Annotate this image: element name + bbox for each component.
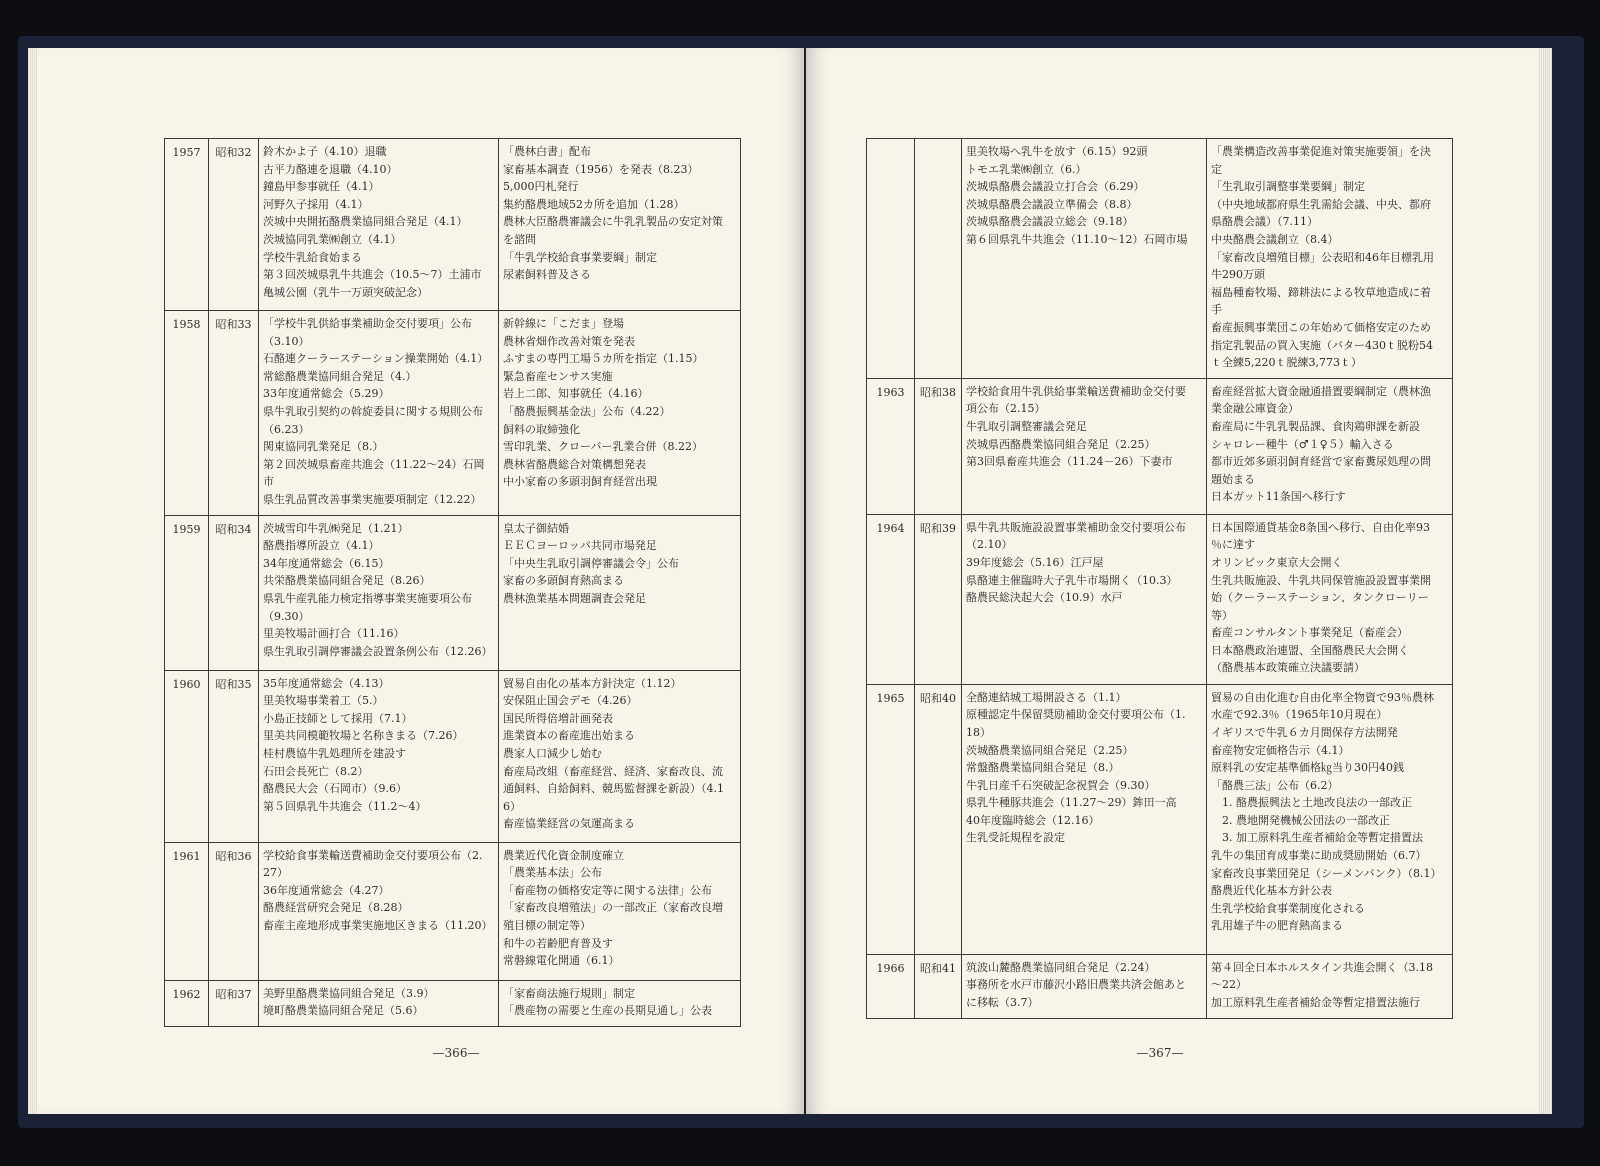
association-events-cell: [962, 684, 1207, 954]
event-line: 「農産物の需要と生産の長期見通し」公表: [503, 1004, 712, 1018]
event-line: 畜産物安定価格告示（4.1）: [1211, 743, 1350, 757]
event-line: 原種認定牛保留奨励補助金交付要項公布（1.: [966, 708, 1186, 722]
event-line: ｔ全練5,220ｔ脱練3,773ｔ）: [1211, 356, 1362, 370]
event-line: 共栄酪農業協同組合発足（8.26）: [263, 574, 431, 588]
era-cell: 昭和38: [915, 378, 962, 514]
event-line: ％に達す: [1211, 538, 1255, 552]
event-line: 日本ガット11条国へ移行す: [1211, 490, 1346, 504]
background-events-cell: [499, 842, 741, 980]
event-line: 3. 加工原料乳生産者補給金等暫定措置法: [1211, 831, 1423, 845]
event-line: 農業近代化資金制度確立: [503, 848, 624, 862]
event-line: （9.30）: [263, 609, 310, 623]
year-cell: 1966: [867, 954, 915, 1018]
era-cell: 昭和41: [915, 954, 962, 1018]
event-line: に移転（3.7）: [966, 995, 1039, 1009]
event-line: 34年度通常総会（6.15）: [263, 556, 390, 570]
event-line: 河野久子採用（4.1）: [263, 197, 369, 211]
event-line: 中央酪農会議創立（8.4）: [1211, 232, 1339, 246]
event-line: 古平力酪連を退職（4.10）: [263, 162, 398, 176]
event-line: 殖目標の制定等）: [503, 918, 591, 932]
event-line: 第３回茨城県乳牛共進会（10.5～7）土浦市: [263, 268, 482, 282]
event-line: 貿易自由化の基本方針決定（1.12）: [503, 676, 682, 690]
event-line: 茨城協同乳業㈱創立（4.1）: [263, 232, 402, 246]
event-line: 畜産コンサルタント事業発足（畜産会）: [1211, 626, 1409, 640]
event-line: 39年度総会（5.16）江戸屋: [966, 555, 1104, 569]
event-line: 農家人口減少し始む: [503, 746, 602, 760]
event-line: 「家畜改良増殖目標」公表昭和46年目標乳用: [1211, 250, 1434, 264]
event-line: 畜産局改組（畜産経営、経済、家畜改良、流: [503, 764, 723, 778]
event-line: 全酪連結城工場開設さる（1.1）: [966, 690, 1127, 704]
event-line: 第２回茨城県畜産共進会（11.22～24）石岡市: [263, 457, 485, 489]
year-cell: 1961: [165, 842, 209, 980]
association-events-cell: [259, 980, 499, 1026]
association-events-cell: [259, 139, 499, 311]
event-line: 5,000円札発行: [503, 180, 579, 194]
event-line: 里美共同模範牧場と名称きまる（7.26）: [263, 729, 464, 743]
event-line: 33年度通常総会（5.29）: [263, 387, 390, 401]
event-line: 通飼料、自給飼料、競馬監督課を新設）（4.1: [503, 782, 724, 796]
event-line: （6.23）: [263, 422, 310, 436]
event-line: 尿素飼料普及さる: [503, 268, 591, 282]
era-cell: 昭和33: [209, 311, 259, 516]
era-cell: 昭和39: [915, 514, 962, 684]
event-line: 県酪農会議）（7.11）: [1211, 215, 1318, 229]
background-events-cell: [499, 980, 741, 1026]
event-line: 18）: [966, 725, 991, 739]
event-line: 進業資本の畜産進出始まる: [503, 729, 635, 743]
event-line: 県牛乳取引契約の斡旋委員に関する規則公布: [263, 404, 483, 418]
event-line: 2. 農地開発機械公団法の一部改正: [1211, 813, 1390, 827]
event-line: 学校牛乳給食始まる: [263, 250, 362, 264]
chronology-table-left: [164, 138, 741, 1027]
event-line: 酪農指導所設立（4.1）: [263, 539, 380, 553]
event-line: 学校給食用牛乳供給事業輸送費補助金交付要: [966, 384, 1186, 398]
event-line: 第６回県乳牛共進会（11.10～12）石岡市場: [966, 232, 1188, 246]
event-line: 「農業基本法」公布: [503, 866, 602, 880]
event-line: 国民所得倍増計画発表: [503, 711, 613, 725]
era-cell: 昭和35: [209, 670, 259, 842]
event-line: 酪農民総決起大会（10.9）水戸: [966, 591, 1123, 605]
year-cell: 1958: [165, 311, 209, 516]
event-line: 水産で92.3％（1965年10月現在）: [1211, 708, 1388, 722]
year-cell: 1963: [867, 378, 915, 514]
event-line: オリンピック東京大会開く: [1211, 555, 1343, 569]
table-row: [867, 139, 1453, 379]
event-line: 常総酪農業協同組合発足（4.）: [263, 369, 417, 383]
association-events-cell: [259, 670, 499, 842]
era-cell: 昭和34: [209, 515, 259, 670]
event-line: 茨城県酪農会議設立準備会（8.8）: [966, 197, 1138, 211]
event-line: イギリスで牛乳６カ月間保存方法開発: [1211, 725, 1398, 739]
event-line: ふすまの専門工場５カ所を指定（1.15）: [503, 352, 704, 366]
event-line: 「酪農振興基金法」公布（4.22）: [503, 404, 671, 418]
event-line: 「学校牛乳供給事業補助金交付要項」公布: [263, 317, 472, 330]
event-line: 第５回県乳牛共進会（11.2～4）: [263, 799, 427, 813]
event-line: 県乳牛種豚共進会（11.27～29）鉾田一高: [966, 796, 1177, 810]
table-row: [867, 378, 1453, 514]
era-cell: 昭和36: [209, 842, 259, 980]
year-cell: [867, 139, 915, 379]
event-line: 日本酪農政治連盟、全国酪農民大会開く: [1211, 643, 1409, 657]
table-row: [165, 139, 741, 311]
table-row: [867, 954, 1453, 1018]
event-line: （2.10）: [966, 538, 1013, 552]
event-line: ～22）: [1211, 978, 1247, 992]
event-line: 福島種畜牧場、蹄耕法による牧草地造成に着: [1211, 285, 1431, 299]
era-cell: 昭和37: [209, 980, 259, 1026]
event-line: 「農林白書」配布: [503, 145, 591, 158]
event-line: 農林漁業基本問題調査会発足: [503, 591, 646, 605]
year-cell: 1959: [165, 515, 209, 670]
event-line: 「酪農三法」公布（6.2）: [1211, 778, 1339, 792]
event-line: 家畜の多頭飼育熱高まる: [503, 574, 624, 588]
event-line: 桂村農協牛乳処理所を建設す: [263, 746, 406, 760]
event-line: 「生乳取引調整事業要綱」制定: [1211, 180, 1365, 194]
event-line: 酪農近代化基本方針公表: [1211, 884, 1332, 898]
event-line: 鈴木かよ子（4.10）退職: [263, 145, 387, 158]
event-line: 「農業構造改善事業促進対策実施要領」を決: [1211, 145, 1431, 158]
event-line: 雪印乳業、クローバー乳業合併（8.22）: [503, 440, 703, 454]
event-line: 乳牛の集団育成事業に助成奨励開始（6.7）: [1211, 849, 1427, 863]
event-line: 和牛の若齢肥育普及す: [503, 936, 613, 950]
event-line: 「畜産物の価格安定等に関する法律」公布: [503, 883, 712, 897]
background-events-cell: [1207, 139, 1453, 379]
event-line: を諮問: [503, 232, 536, 246]
left-page-edges: [28, 48, 38, 1114]
year-cell: 1962: [165, 980, 209, 1026]
event-line: 関東協同乳業発足（8.）: [263, 440, 384, 454]
background-events-cell: [1207, 954, 1453, 1018]
event-line: 等）: [1211, 608, 1233, 622]
background-events-cell: [1207, 378, 1453, 514]
event-line: 「牛乳学校給食事業要綱」制定: [503, 250, 657, 264]
event-line: 事務所を水戸市藤沢小路旧農業共済会館あと: [966, 978, 1186, 992]
event-line: 牛乳日産千石突破記念祝賀会（9.30）: [966, 778, 1156, 792]
event-line: 畜産協業経営の気運高まる: [503, 817, 635, 831]
event-line: 中小家畜の多頭羽飼育経営出現: [503, 475, 657, 489]
event-line: 35年度通常総会（4.13）: [263, 676, 390, 690]
event-line: 始（クーラーステーション、タンクローリー: [1211, 591, 1429, 605]
event-line: 鐘島甲参事就任（4.1）: [263, 180, 380, 194]
event-line: （中央地域都府県生乳需給会議、中央、都府: [1211, 197, 1431, 211]
event-line: 第４回全日本ホルスタイン共進会開く（3.18: [1211, 960, 1433, 974]
era-cell: 昭和32: [209, 139, 259, 311]
event-line: 新幹線に「こだま」登場: [503, 317, 624, 330]
event-line: 貿易の自由化進む自由化率全物資で93％農林: [1211, 690, 1434, 704]
event-line: 筑波山麓酪農業協同組合発足（2.24）: [966, 960, 1156, 974]
event-line: 茨城雪印牛乳㈱発足（1.21）: [263, 521, 409, 535]
event-line: 茨城酪農業協同組合発足（2.25）: [966, 743, 1134, 757]
event-line: 牛290万頭: [1211, 268, 1265, 282]
event-line: 畜産主産地形成事業実施地区きまる（11.20）: [263, 918, 493, 932]
event-line: 「中央生乳取引調停審議会令」公布: [503, 556, 679, 570]
year-cell: 1965: [867, 684, 915, 954]
event-line: 石酪連クーラーステーション操業開始（4.1）: [263, 352, 489, 366]
event-line: 36年度通常総会（4.27）: [263, 883, 390, 897]
event-line: 茨城県西酪農業協同組合発足（2.25）: [966, 437, 1156, 451]
event-line: 農林大臣酪農審議会に牛乳乳製品の安定対策: [503, 215, 723, 229]
event-line: 常盤酪農業協同組合発足（8.）: [966, 761, 1120, 775]
event-line: 生乳共販施設、牛乳共同保管施設設置事業開: [1211, 573, 1431, 587]
event-line: 業金融公庫資金）: [1211, 402, 1299, 416]
table-row: [165, 980, 741, 1026]
event-line: 美野里酪農業協同組合発足（3.9）: [263, 986, 435, 1000]
page-number-left: —366—: [432, 1046, 480, 1060]
event-line: 27）: [263, 866, 288, 880]
event-line: 石田会長死亡（8.2）: [263, 764, 369, 778]
event-line: 飼料の取締強化: [503, 422, 580, 436]
association-events-cell: [259, 515, 499, 670]
chronology-table-right: [866, 138, 1453, 1019]
event-line: 県生乳取引調停審議会設置条例公布（12.26）: [263, 644, 493, 658]
event-line: 里美牧場へ乳牛を放す（6.15）92頭: [966, 145, 1148, 158]
event-line: 原料乳の安定基準価格㎏当り30円40銭: [1211, 761, 1404, 775]
association-events-cell: [962, 514, 1207, 684]
event-line: 畜産経営拡大資金融通措置要綱制定（農林漁: [1211, 384, 1431, 398]
event-line: 「家畜商法施行規則」制定: [503, 986, 635, 1000]
association-events-cell: [962, 954, 1207, 1018]
event-line: 学校給食事業輸送費補助金交付要項公布（2.: [263, 848, 483, 862]
event-line: 第3回県畜産共進会（11.24－26）下妻市: [966, 455, 1173, 469]
event-line: 生乳受託規程を設定: [966, 831, 1065, 845]
era-cell: 昭和40: [915, 684, 962, 954]
event-line: 畜産振興事業団この年始めて価格安定のため: [1211, 320, 1431, 334]
background-events-cell: [499, 670, 741, 842]
event-line: 里美牧場計画打合（11.16）: [263, 627, 405, 641]
event-line: 乳用雄子牛の肥育熱高まる: [1211, 919, 1343, 933]
association-events-cell: [259, 842, 499, 980]
background-events-cell: [1207, 514, 1453, 684]
background-events-cell: [1207, 684, 1453, 954]
background-events-cell: [499, 311, 741, 516]
table-row: [165, 311, 741, 516]
table-row: [867, 514, 1453, 684]
association-events-cell: [962, 139, 1207, 379]
event-line: 茨城県酪農会議設立打合会（6.29）: [966, 180, 1145, 194]
background-events-cell: [499, 139, 741, 311]
table-row: [165, 842, 741, 980]
event-line: 岩上二郎、知事就任（4.16）: [503, 387, 649, 401]
event-line: 茨城中央開拓酪農業協同組合発足（4.1）: [263, 215, 468, 229]
event-line: 茨城県酪農会議設立総会（9.18）: [966, 215, 1134, 229]
event-line: 県牛乳共販施設設置事業補助金交付要項公布: [966, 520, 1186, 534]
association-events-cell: [259, 311, 499, 516]
event-line: 項公布（2.15）: [966, 402, 1046, 416]
event-line: 緊急畜産センサス実施: [503, 369, 613, 383]
event-line: 安保阻止国会デモ（4.26）: [503, 694, 638, 708]
event-line: 酪農民大会（石岡市）（9.6）: [263, 782, 407, 796]
year-cell: 1964: [867, 514, 915, 684]
event-line: 境町酪農業協同組合発足（5.6）: [263, 1004, 424, 1018]
table-row: [867, 684, 1453, 954]
background-events-cell: [499, 515, 741, 670]
event-line: （酪農基本政策確立決議要請）: [1211, 661, 1365, 675]
event-line: 農林省酪農総合対策構想発表: [503, 457, 646, 471]
event-line: 題始まる: [1211, 472, 1255, 486]
event-line: （3.10）: [263, 334, 310, 348]
event-line: 酪農経営研究会発足（8.28）: [263, 901, 409, 915]
table-row: [165, 670, 741, 842]
event-line: 加工原料乳生産者補給金等暫定措置法施行: [1211, 995, 1420, 1009]
event-line: 日本国際通貨基金8条国へ移行、自由化率93: [1211, 520, 1430, 534]
event-line: 6）: [503, 799, 521, 813]
event-line: 小島正技師として採用（7.1）: [263, 711, 413, 725]
event-line: 常磐線電化開通（6.1）: [503, 954, 620, 968]
era-cell: [915, 139, 962, 379]
association-events-cell: [962, 378, 1207, 514]
event-line: 県生乳品質改善事業実施要項制定（12.22）: [263, 492, 482, 506]
event-line: 都市近郊多頭羽飼育経営で家畜糞尿処理の問: [1211, 455, 1431, 469]
event-line: 定: [1211, 162, 1222, 176]
event-line: 生乳学校給食事業制度化される: [1211, 901, 1365, 915]
event-line: 県乳牛産乳能力検定指導事業実施要項公布: [263, 591, 472, 605]
event-line: 里美牧場事業着工（5.）: [263, 694, 384, 708]
event-line: 40年度臨時総会（12.16）: [966, 813, 1100, 827]
event-line: 「家畜改良増殖法」の一部改正（家畜改良増: [503, 901, 723, 915]
event-line: 集約酪農地域52カ所を追加（1.28）: [503, 197, 685, 211]
event-line: 家畜改良事業団発足（シーメンバンク）（8.1）: [1211, 866, 1442, 880]
event-line: ＥＥＣヨーロッパ共同市場発足: [503, 539, 657, 553]
event-line: トモエ乳業㈱創立（6.）: [966, 162, 1087, 176]
event-line: 1. 酪農振興法と土地改良法の一部改正: [1211, 796, 1412, 810]
event-line: 亀城公園（乳牛一万頭突破記念）: [263, 285, 428, 299]
event-line: 手: [1211, 303, 1222, 317]
year-cell: 1960: [165, 670, 209, 842]
right-page-edges: [1538, 48, 1552, 1114]
event-line: 畜産局に牛乳乳製品課、食肉鶏卵課を新設: [1211, 419, 1420, 433]
table-row: [165, 515, 741, 670]
event-line: 家畜基本調査（1956）を発表（8.23）: [503, 162, 699, 176]
event-line: 牛乳取引調整審議会発足: [966, 419, 1087, 433]
page-number-right: —367—: [1136, 1046, 1184, 1060]
event-line: 県酪連主催臨時大子乳牛市場開く（10.3）: [966, 573, 1178, 587]
event-line: シャロレー種牛（♂１♀５）輸入さる: [1211, 437, 1394, 451]
event-line: 指定乳製品の買入実施（バター430ｔ脱粉54: [1211, 338, 1433, 352]
event-line: 皇太子御結婚: [503, 521, 569, 535]
event-line: 農林省畑作改善対策を発表: [503, 334, 635, 348]
year-cell: 1957: [165, 139, 209, 311]
